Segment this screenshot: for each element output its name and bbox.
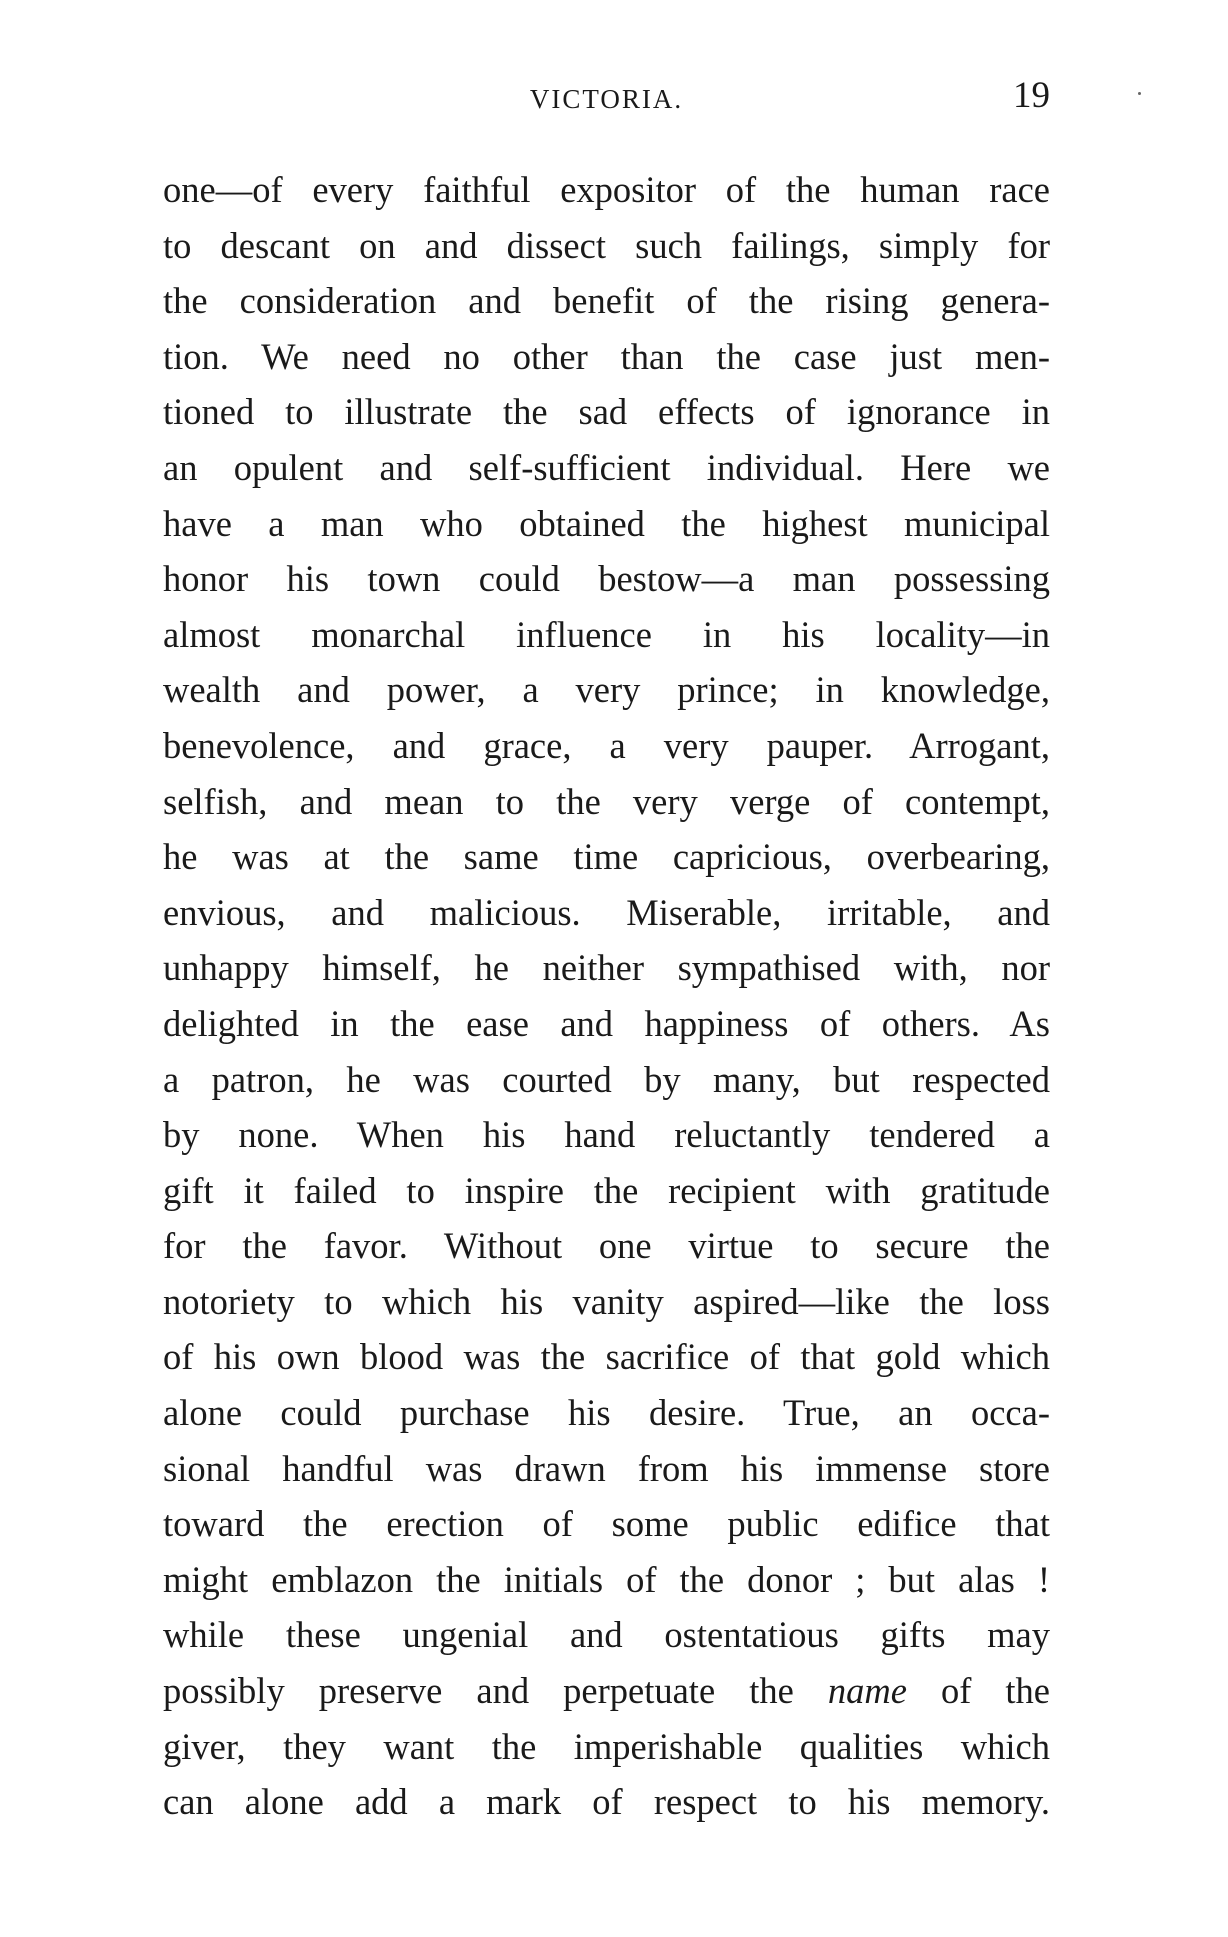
italic-word: name	[827, 1670, 907, 1712]
text-line: for the favor. Without one virtue to secure the	[163, 1225, 1050, 1267]
text-line: almost monarchal influence in his locality—in	[163, 613, 1050, 655]
text-line: unhappy himself, he neither sympathised with, nor	[163, 947, 1050, 989]
text-line: tioned to illustrate the sad effects of ignorance in	[163, 391, 1050, 433]
text-line-with-italic	[163, 1663, 1050, 1719]
text-line: of his own blood was the sacrifice of that gold which	[163, 1336, 1050, 1378]
text-line: sional handful was drawn from his immense store	[163, 1447, 1050, 1489]
running-header	[163, 74, 1050, 124]
text-line: notoriety to which his vanity aspired—like the loss	[163, 1280, 1050, 1322]
paper-speck	[1138, 92, 1141, 95]
text-line: wealth and power, a very prince; in knowledge,	[163, 669, 1050, 711]
text-line: an opulent and self-sufficient individual. Here we	[163, 446, 1050, 488]
text-line: might emblazon the initials of the donor ; but alas !	[163, 1558, 1050, 1600]
text-line: honor his town could bestow—a man possessing	[163, 558, 1050, 600]
body-text	[163, 162, 1050, 1830]
text-line: he was at the same time capricious, overbearing,	[163, 836, 1050, 878]
text-line: the consideration and benefit of the rising genera-	[163, 280, 1050, 322]
text-line: have a man who obtained the highest municipal	[163, 502, 1050, 544]
text-line: one—of every faithful expositor of the human race	[163, 169, 1050, 210]
text-line: while these ungenial and ostentatious gifts may	[163, 1614, 1050, 1656]
text-line: toward the erection of some public edifice that	[163, 1503, 1050, 1545]
text-line: envious, and malicious. Miserable, irritable, and	[163, 891, 1050, 933]
text-line: by none. When his hand reluctantly tendered a	[163, 1114, 1050, 1156]
text-line: alone could purchase his desire. True, an occa-	[163, 1392, 1050, 1434]
running-title: VICTORIA.	[529, 84, 684, 114]
text-line: can alone add a mark of respect to his memory.	[163, 1781, 1050, 1823]
text-segment: of the	[906, 1670, 1050, 1712]
text-segment: possibly preserve and perpetuate the	[163, 1670, 828, 1712]
text-line: tion. We need no other than the case just men-	[163, 335, 1050, 377]
text-line: benevolence, and grace, a very pauper. Arrogant,	[163, 724, 1050, 766]
text-line: delighted in the ease and happiness of others. As	[163, 1002, 1050, 1044]
text-line: to descant on and dissect such failings, simply for	[163, 224, 1050, 266]
text-line: gift it failed to inspire the recipient with gratitude	[163, 1169, 1050, 1211]
text-line: giver, they want the imperishable qualities which	[163, 1725, 1050, 1767]
page-number: 19	[1013, 75, 1050, 116]
text-line: selfish, and mean to the very verge of contempt,	[163, 780, 1050, 822]
text-line: a patron, he was courted by many, but respected	[163, 1058, 1050, 1100]
